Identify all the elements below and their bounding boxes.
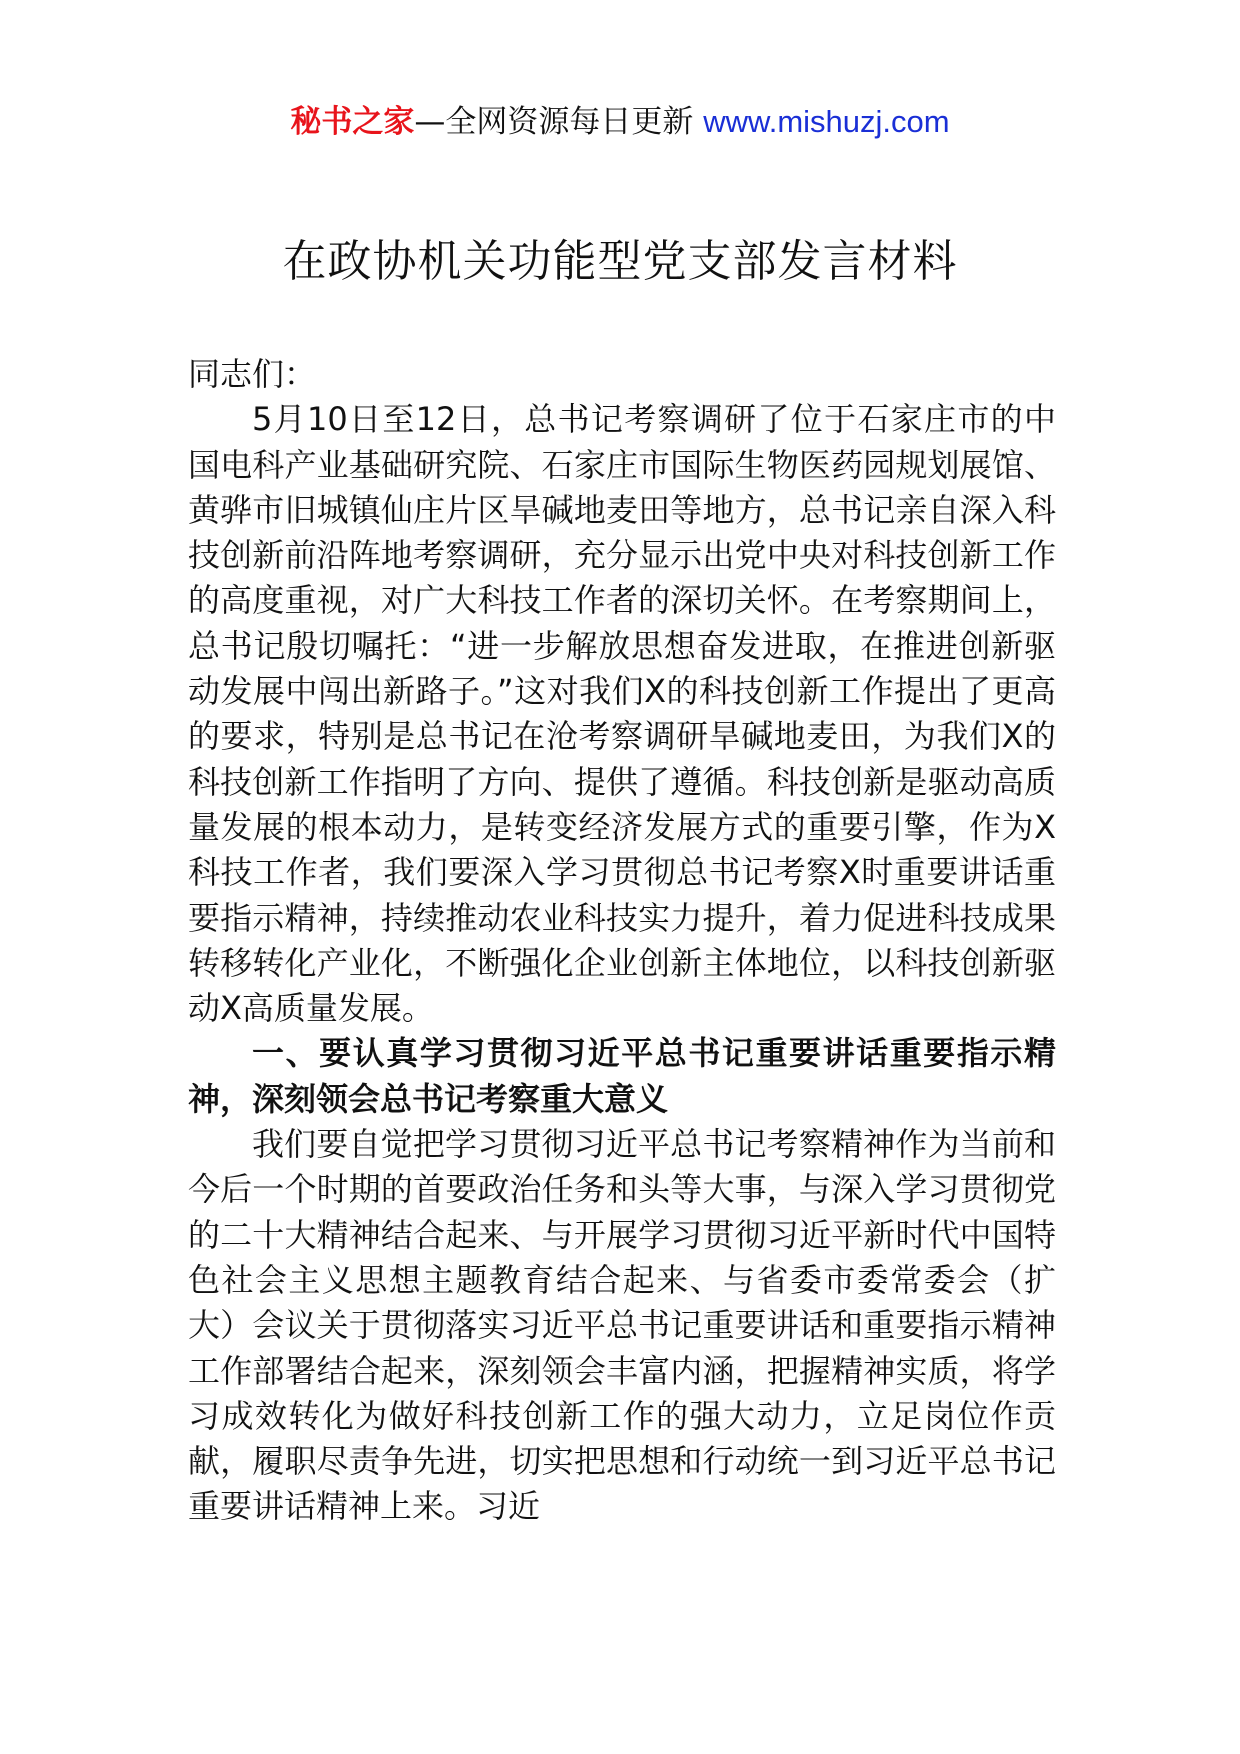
document-title: 在政协机关功能型党支部发言材料 xyxy=(282,236,958,287)
section-heading: 一、要认真学习贯彻习近平总书记重要讲话重要指示精神，深刻领会总书记考察重大意义 xyxy=(188,1034,1056,1118)
salutation: 同志们： xyxy=(188,355,317,393)
paragraph: 5月10日至12日，总书记考察调研了位于石家庄市的中国电科产业基础研究院、石家庄市国际生物医药园规划展馆、黄骅市旧城镇仙庄片区旱碱地麦田等地方，总书记亲自深入科技创新前沿阵地考察调研，充分显示出党中央对科技创新工作的高度重视，对广大科技工作者的深切关怀。在考察期间上，总书记殷切嘱托：“进一步解放思想奋发进取，在推进创新驱动发展中闯出新路子。”这对我们X的科技创新工作提出了更高的要求，特别是总书记在沧考察调研旱碱地麦田，为我们X的科技创新工作指明了方向、提供了遵循。科技创新是驱动高质量发展的根本动力，是转变经济发展方式的重要引擎，作为X科技工作者，我们要深入学习贯彻总书记考察X时重要讲话重要指示精神，持续推动农业科技实力提升，着力促进科技成果转移转化产业化，不断强化企业创新主体地位，以科技创新驱动X高质量发展。 xyxy=(188,400,1056,1028)
site-header xyxy=(0,100,1240,144)
paragraph: 我们要自觉把学习贯彻习近平总书记考察精神作为当前和今后一个时期的首要政治任务和头等大事，与深入学习贯彻党的二十大精神结合起来、与开展学习贯彻习近平新时代中国特色社会主义思想主题教育结合起来、与省委市委常委会（扩大）会议关于贯彻落实习近平总书记重要讲话和重要指示精神工作部署结合起来，深刻领会丰富内涵，把握精神实质，将学习成效转化为做好科技创新工作的强大动力，立足岗位作贡献，履职尽责争先进，切实把思想和行动统一到习近平总书记重要讲话精神上来。习近 xyxy=(188,1125,1056,1526)
document-body xyxy=(188,352,1056,1530)
brand-name: 秘书之家 xyxy=(290,104,415,140)
header-tagline: —全网资源每日更新 xyxy=(414,104,694,140)
site-url-link[interactable]: www.mishuzj.com xyxy=(703,104,950,139)
